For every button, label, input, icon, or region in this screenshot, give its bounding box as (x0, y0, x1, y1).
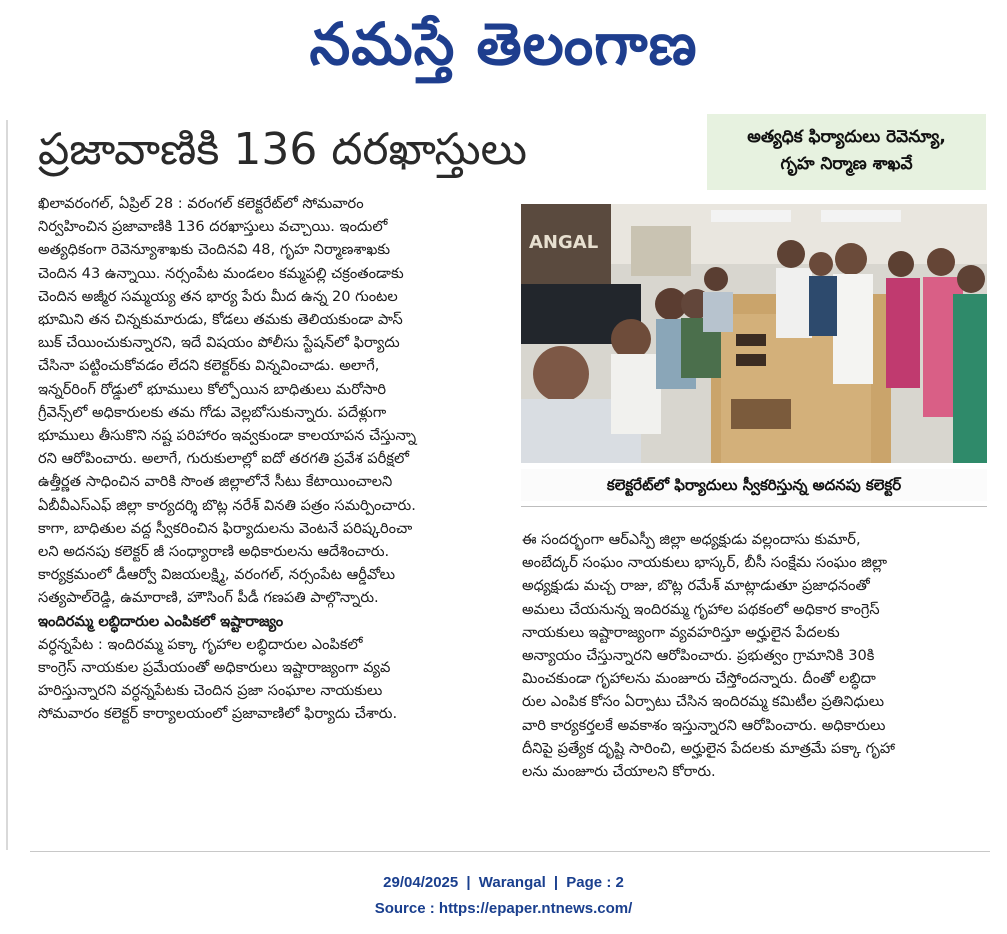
body-line: వారి కార్యకర్తలకే అవకాశం ఇస్తున్నారని ఆరోపించారు. అధికారులు (522, 716, 886, 734)
body-line: నిర్వహించిన ప్రజావాణికి 136 దరఖాస్తులు వచ్చాయి. ఇందులో (38, 218, 388, 236)
body-line: చెందిన అజ్మీర సమ్మయ్య తన భార్య పేరు మీద ఉన్న 20 గుంటల (38, 287, 398, 305)
body-line: సత్యపాల్‌రెడ్డి, ఉమారాణి, హౌసింగ్ పీడీ గణపతి పాల్గొన్నారు. (38, 589, 379, 607)
body-line: చెందిన 43 ఉన్నాయి. నర్సంపేట మండలం కమ్మపల్లి చక్రంతండాకు (38, 264, 404, 282)
body-line: అన్యాయం చేస్తున్నారని ఆరోపించారు. ప్రభుత్వం గ్రామానికి 30కి (522, 647, 875, 665)
photo-caption: కలెక్టరేట్‌లో ఫిర్యాదులు స్వీకరిస్తున్న అదనపు కలెక్టర్ (521, 469, 987, 501)
left-border-rule (6, 120, 8, 850)
body-line: గ్రీవెన్స్‌లో అధికారులకు తమ గోడు వెల్లబోసుకున్నారు. పదేళ్లుగా (38, 403, 387, 421)
body-line: లని అదనపు కలెక్టర్ జీ సంధ్యారాణి అధికారులను ఆదేశించారు. (38, 543, 390, 561)
body-line: కాంగ్రెస్ నాయకుల ప్రమేయంతో అధికారులు ఇష్టారాజ్యంగా వ్యవ (38, 659, 391, 677)
body-line: ఉత్తీర్ణత సాధించిన వారికి సొంత జిల్లాలోనే సీటు కేటాయించాలని (38, 473, 393, 491)
subheadline-line: గృహ నిర్మాణ శాఖవే (780, 154, 913, 174)
second-story-title: ఇందిరమ్మ లబ్ధిదారుల ఎంపికలో ఇష్టారాజ్యం (38, 612, 284, 630)
separator: | (466, 874, 471, 891)
body-line: రని ఆరోపించారు. అలాగే, గురుకులాల్లో ఐదో తరగతి ప్రవేశ పరీక్షలో (38, 450, 409, 468)
body-line: బుక్ చేయించుకున్నారని, ఇదే విషయం పోలీసు స్టేషన్‌లో ఫిర్యాదు (38, 334, 400, 352)
article-headline: ప్రజావాణికి 136 దరఖాస్తులు (38, 124, 528, 175)
bottom-divider (30, 851, 990, 852)
article-subheadline (707, 114, 986, 190)
newspaper-logo: నమస్తే తెలంగాణ (309, 10, 698, 78)
body-line: భూములు తీసుకొని నష్ట పరిహారం ఇవ్వకుండా కాలయాపన చేస్తున్నా (38, 427, 417, 445)
body-line: భూమిని తన చిన్నకుమారుడు, కోడలు తమకు తెలియకుండా పాస్ (38, 311, 403, 329)
body-line: ఇన్నర్‌రింగ్ రోడ్డులో భూములు కోల్పోయిన బాధితులు మరోసారి (38, 380, 387, 398)
news-photo (521, 204, 987, 463)
caption-divider (521, 506, 987, 507)
right-column (522, 528, 992, 783)
body-line: వర్ధన్నపేట : ఇందిరమ్మ పక్కా గృహాల లబ్ధిదారుల ఎంపికలో (38, 635, 363, 653)
source-link[interactable]: Source : https://epaper.ntnews.com/ (374, 900, 633, 917)
body-line: హరిస్తున్నారని వర్ధన్నపేటకు చెందిన ప్రజా సంఘాల నాయకులు (38, 682, 383, 700)
body-line: అధ్యక్షుడు మచ్చ రాజు, బొట్ల రమేశ్ మాట్లాడుతూ ప్రజాధనంతో (522, 577, 870, 595)
body-line: అంబేద్కర్ సంఘం నాయకులు భాస్కర్, బీసీ సంక్షేమ సంఘం జిల్లా (522, 554, 888, 572)
subheadline-line: అత్యధిక ఫిర్యాదులు రెవెన్యూ, (747, 127, 946, 147)
body-line: కాగా, బాధితుల వద్ద స్వీకరించిన ఫిర్యాదులను వెంటనే పరిష్కరించా (38, 519, 413, 537)
footer (0, 870, 1007, 922)
collectorate-meeting-photo (521, 204, 987, 463)
body-line: సోమవారం కలెక్టర్ కార్యాలయంలో ప్రజావాణిలో ఫిర్యాదు చేశారు. (38, 705, 398, 723)
body-line: ఈ సందర్భంగా ఆర్ఎస్పీ జిల్లా అధ్యక్షుడు వల్లందాసు కుమార్, (522, 531, 861, 548)
body-line: అమలు చేయనున్న ఇందిరమ్మ గృహాల పథకంలో అధికార కాంగ్రెస్ (522, 600, 880, 618)
body-line: మించకుండా గృహాలను మంజూరు చేస్తోందన్నారు. దీంతో లబ్ధిదా (522, 670, 876, 688)
separator: | (553, 874, 559, 891)
edition-name: Warangal (478, 874, 546, 891)
masthead (0, 0, 1007, 92)
body-line: దీనిపై ప్రత్యేక దృష్టి సారించి, అర్హులైన పేదలకు మాత్రమే పక్కా గృహా (522, 739, 895, 757)
body-line: అత్యధికంగా రెవెన్యూశాఖకు చెందినవి 48, గృహ నిర్మాణశాఖకు (38, 241, 390, 259)
body-line: రుల ఎంపిక కోసం ఏర్పాటు చేసిన ఇందిరమ్మ కమిటీల ప్రతినిధులు (522, 693, 885, 711)
page-number: Page : 2 (566, 874, 624, 891)
body-line: కార్యక్రమంలో డీఆర్వో విజయలక్ష్మి, వరంగల్, నర్సంపేట ఆర్డీవోలు (38, 566, 395, 584)
edition-info (0, 870, 1007, 896)
body-line: చేసినా పట్టించుకోవడం లేదని కలెక్టర్‌కు విన్నవించాడు. అలాగే, (38, 357, 380, 375)
edition-date: 29/04/2025 (383, 874, 459, 891)
left-column (38, 192, 500, 726)
wall-sign: ANGAL (529, 232, 599, 253)
body-line: ఖిలావరంగల్, ఏప్రిల్ 28 : వరంగల్ కలెక్టరేట్‌లో సోమవారం (38, 195, 364, 212)
body-line: నాయకులు ఇష్టారాజ్యంగా వ్యవహరిస్తూ అర్హులైన పేదలకు (522, 623, 840, 641)
body-line: లను మంజూరు చేయాలని కోరారు. (522, 763, 716, 781)
body-line: ఏబీవీఎస్ఎఫ్ జిల్లా కార్యదర్శి బొట్ల నరేశ్ వినతి పత్రం సమర్పించారు. (38, 496, 416, 514)
